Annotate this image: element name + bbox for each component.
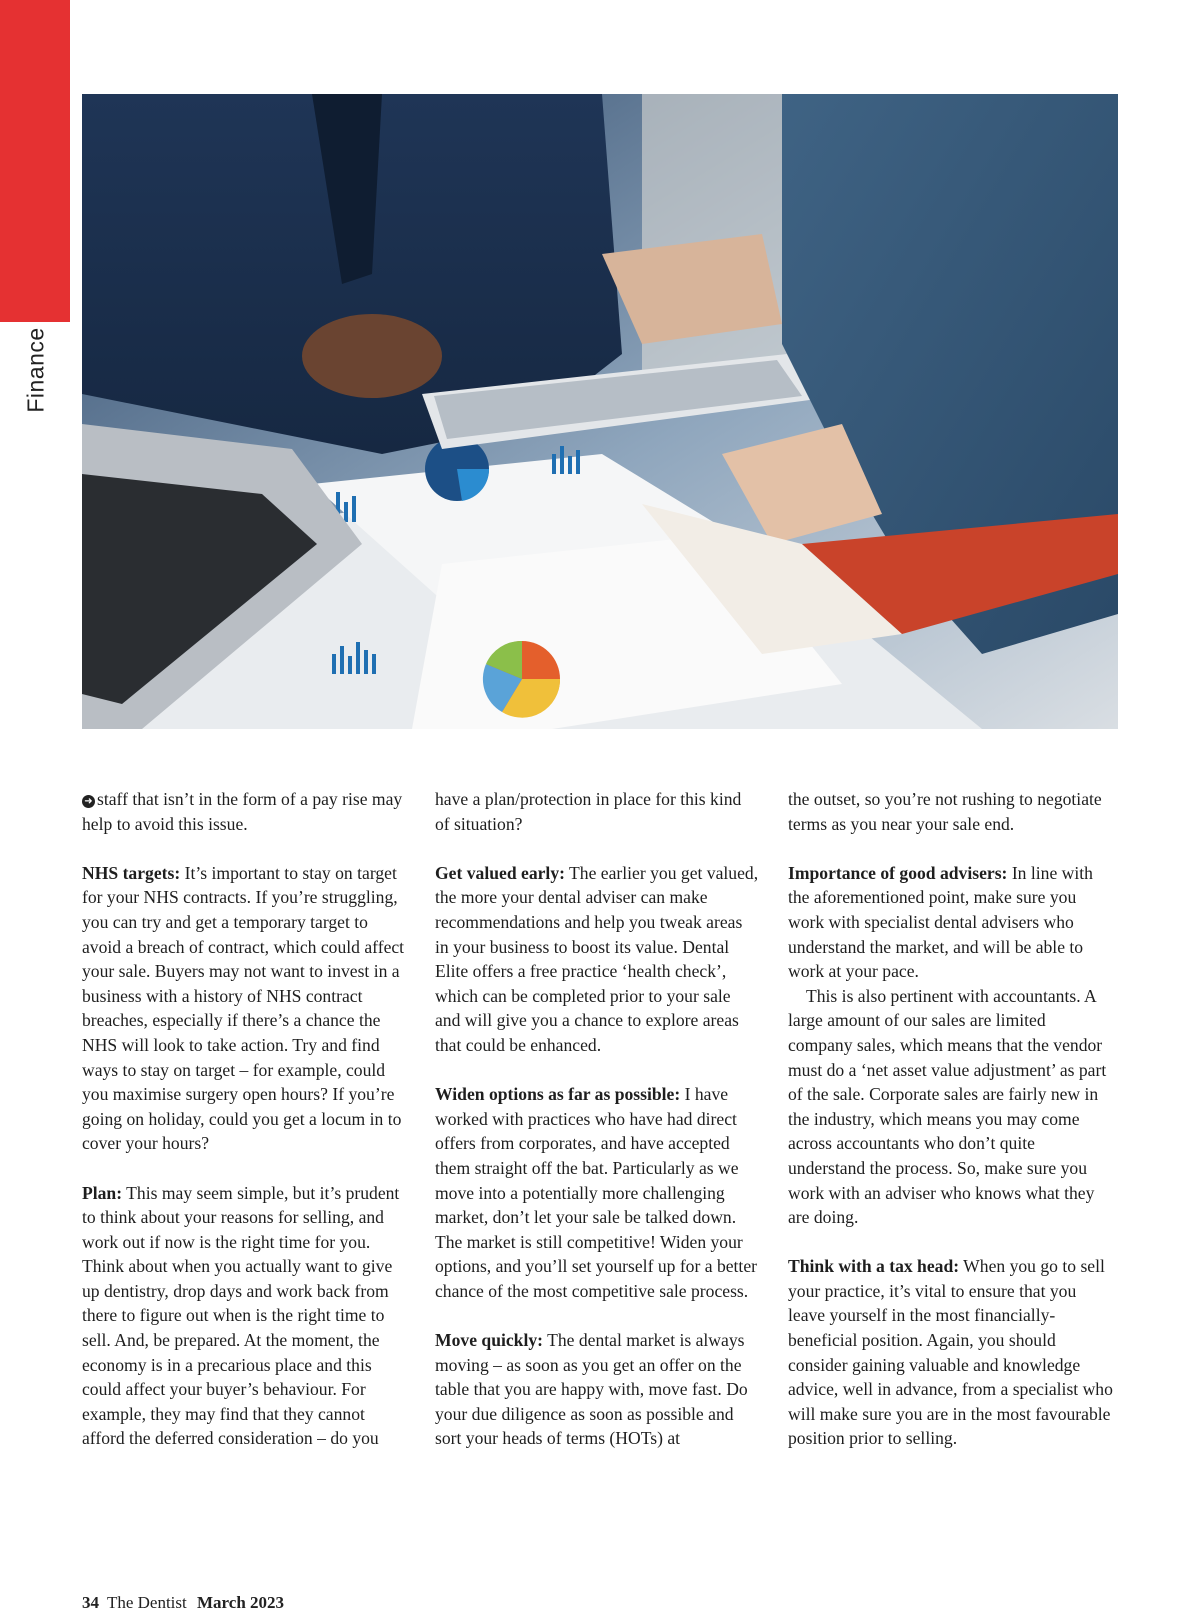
subhead: Move quickly: [435, 1330, 544, 1351]
paragraph: Plan: This may seem simple, but it’s prudent to think about your reasons for selling, and work out if now is the right time for you. Think about when you actually want to give up dentistry, drop days and work back from there to figure out when is the right time to sell. And, be prepared. At the moment, the economy is in a precarious place and this could affect your buyer’s behaviour. For example, they may find that they cannot afford the deferred consideration – do you [82, 1182, 400, 1449]
issue-date: March 2023 [197, 1593, 285, 1612]
column-3 [788, 787, 1113, 1476]
column-2 [435, 787, 760, 1476]
paragraph: ➜ staff that isn’t in the form of a pay rise may help to avoid this issue. [82, 789, 403, 834]
subhead: NHS targets: [82, 862, 181, 883]
subhead: Get valued early: [435, 862, 565, 883]
column-1 [82, 787, 407, 1476]
section-color-bar [0, 0, 70, 322]
paragraph: the outset, so you’re not rushing to negotiate terms as you near your sale end. [788, 789, 1102, 834]
paragraph: Think with a tax head: When you go to sell your practice, it’s vital to ensure that you leave yourself in the most financially-beneficial position. Again, you should consider gaining valuable and knowledge advice, well in advance, from a specialist who will make sure you are in the most favourable position prior to selling. [788, 1256, 1113, 1449]
magazine-name: The Dentist [106, 1593, 187, 1612]
paragraph: NHS targets: It’s important to stay on target for your NHS contracts. If you’re struggling, you can try and get a temporary target to avoid a breach of contract, which could affect your sale. Buyers may not want to invest in a business with a history of NHS contract breaches, especially if there’s a chance the NHS will look to take action. Try and find ways to stay on target – for example, could you maximise surgery open hours? If you’re going on holiday, could you get a locum in to cover your hours? [82, 862, 405, 1154]
paragraph: have a plan/protection in place for this kind of situation? [435, 789, 742, 834]
paragraph: This is also pertinent with accountants. A large amount of our sales are limited company sales, which means that the vendor must do a ‘net asset value adjustment’ as part of the sale. Corporate sales are fairly new in the industry, which means you may come across accountants who don’t quite understand the process. So, make sure you work with an adviser who knows what they are doing. [788, 985, 1107, 1228]
section-label: Finance [22, 327, 49, 413]
paragraph: Get valued early: The earlier you get valued, the more your dental adviser can make recommendations and help you tweak areas in your business to boost its value. Dental Elite offers a free practice ‘health check’, which can be completed prior to your sale and will give you a chance to explore areas that could be enhanced. [435, 862, 759, 1055]
continued-arrow-icon: ➜ [82, 795, 95, 808]
article-photo [82, 94, 1118, 729]
paragraph: Widen options as far as possible: I have worked with practices who have had direct offers from corporates, and have accepted them straight off the bat. Particularly as we move into a potentially more challenging market, don’t let your sale be talked down. The market is still competitive! Widen your options, and you’ll set yourself up for a better chance of the most competitive sale process. [435, 1084, 757, 1301]
page-number: 34 [82, 1593, 99, 1612]
paragraph: Move quickly: The dental market is always moving – as soon as you get an offer on the table that you are happy with, move fast. Do your due diligence as soon as possible and sort your heads of terms (HOTs) at [435, 1330, 748, 1449]
subhead: Plan: [82, 1182, 123, 1203]
subhead: Think with a tax head: [788, 1256, 960, 1277]
subhead: Importance of good advisers: [788, 862, 1008, 883]
page-footer [82, 1593, 284, 1613]
paragraph: Importance of good advisers: In line with the aforementioned point, make sure you work with specialist dental advisers who understand the market, and will be able to work at your pace. [788, 862, 1093, 982]
business-meeting-illustration [82, 94, 1118, 729]
subhead: Widen options as far as possible: [435, 1084, 681, 1105]
